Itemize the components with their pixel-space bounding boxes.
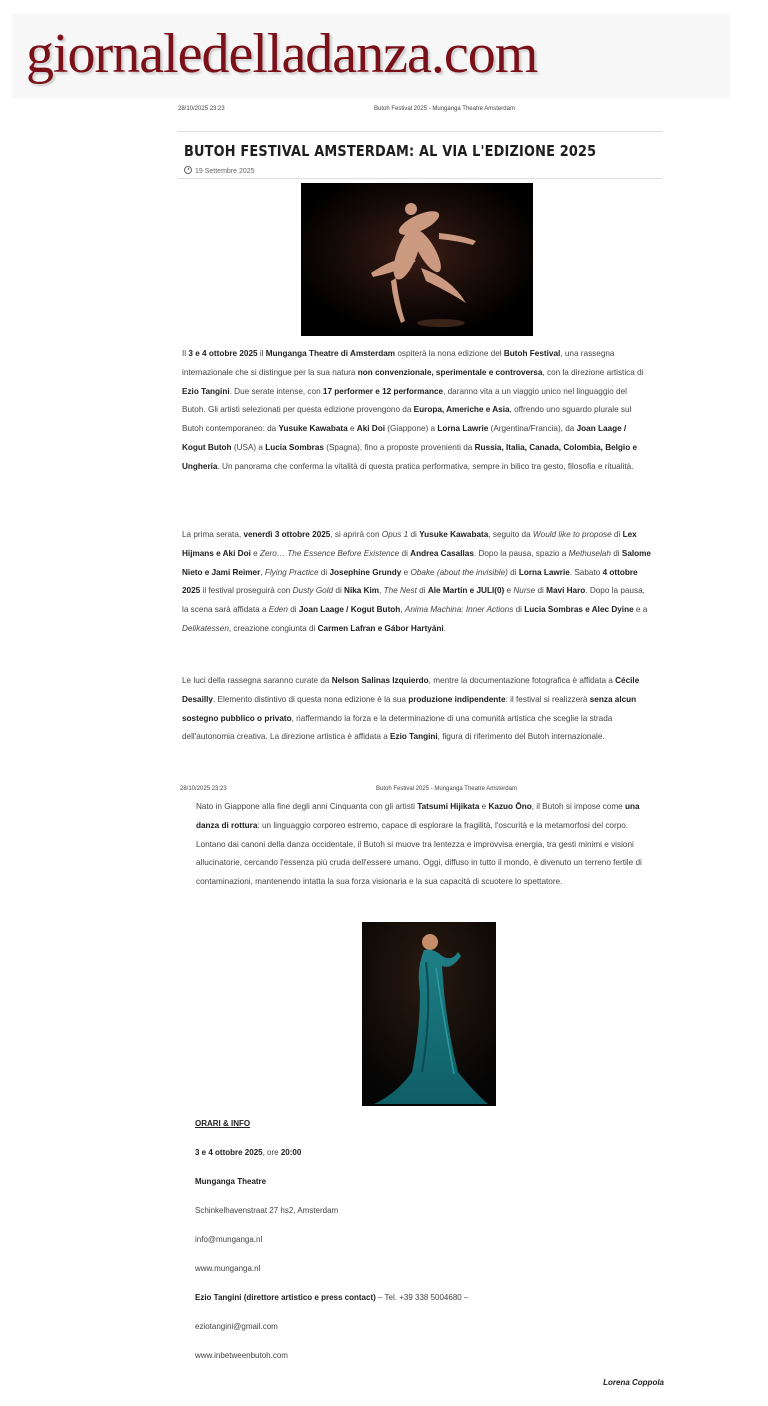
article-paragraph-1 — [182, 345, 652, 477]
bold-text: Nelson Salinas Izquierdo — [331, 676, 429, 685]
text-run: di — [535, 586, 547, 596]
site-logo[interactable]: giornaledelladanza.com — [26, 23, 538, 85]
italic-title: Nurse — [513, 586, 536, 596]
print-page-title: Butoh Festival 2025 - Munganga Theatre Amsterdam — [374, 106, 515, 112]
bold-text: Joan Laage / Kogut Butoh — [182, 424, 627, 452]
info-heading: ORARI & INFO — [195, 1119, 251, 1128]
text-run: , si aprirà con — [330, 530, 382, 539]
text-run: di — [507, 567, 519, 577]
article-date-text: 19 Settembre 2025 — [195, 168, 255, 175]
text-run: . Due serate intense, con — [229, 386, 323, 396]
text-run: , creazione congiunta di — [228, 623, 318, 633]
bold-text: 4 ottobre 2025 — [182, 567, 638, 596]
bold-text: Lex Hijmans e Aki Doi — [182, 530, 637, 558]
text-run: , mentre la documentazione fotografica è affidata a — [428, 676, 616, 685]
text-run: (Argentina/Francia), da — [488, 424, 577, 434]
bold-text: una danza di rottura — [196, 802, 640, 830]
article-title: BUTOH FESTIVAL AMSTERDAM: AL VIA L'EDIZIONE 2025 — [184, 142, 597, 160]
divider — [178, 131, 662, 132]
text-run: il — [257, 349, 266, 358]
print-date: 28/10/2025 23:23 — [178, 106, 225, 112]
text-run: di — [416, 586, 428, 596]
text-run: di — [611, 530, 623, 539]
info-venue: Munganga Theatre — [195, 1177, 267, 1186]
text-run: di — [318, 567, 330, 577]
text-run: , una rassegna internazionale che si distingue per la sua natura — [182, 349, 615, 377]
dance-photo-2 — [362, 922, 496, 1106]
bold-text: Cécile Desailly — [182, 676, 640, 704]
text-run: Nato in Giappone alla fine degli anni Cinquanta con gli artisti — [196, 802, 418, 811]
print-date: 28/10/2025 23:23 — [180, 786, 227, 792]
bold-text: Lorna Lawrie — [437, 424, 489, 434]
text-run: e — [250, 548, 260, 558]
bold-text: Aki Doi — [356, 424, 385, 434]
italic-title: Delikatessen — [182, 623, 229, 633]
text-run: La prima serata, — [182, 530, 244, 539]
text-run: , — [400, 605, 405, 615]
text-run: di — [513, 605, 525, 615]
text-run: (USA) a — [231, 442, 266, 452]
text-run: . Dopo la pausa, la scena sarà affidata a — [182, 586, 645, 615]
text-run: , — [260, 567, 265, 577]
italic-title: Anima Machina: Inner Actions — [404, 605, 514, 615]
dance-photo-1 — [301, 183, 533, 336]
bold-text: 3 e 4 ottobre 2025 — [188, 349, 258, 358]
info-dates: 3 e 4 ottobre 2025, ore 20:00 — [195, 1148, 302, 1157]
italic-title: Would like to propose — [532, 530, 612, 539]
bold-text: Ezio Tangini — [182, 386, 230, 396]
bold-text: non convenzionale, sperimentale e controversa — [357, 367, 543, 377]
info-website-2-link[interactable]: www.inbetweenbutoh.com — [195, 1351, 288, 1360]
article-paragraph-3 — [182, 672, 652, 747]
bold-text: Lucia Sombras — [265, 442, 324, 452]
bold-text: Ezio Tangini — [390, 732, 438, 742]
italic-title: Zero… The Essence Before Existence — [259, 548, 400, 558]
article-paragraph-2 — [182, 526, 652, 639]
text-run: ospiterà la nona edizione del — [395, 349, 504, 358]
italic-title: Dusty Gold — [292, 586, 334, 596]
info-contact: Ezio Tangini (direttore artistico e press contact) – Tel. +39 338 5004680 – — [195, 1293, 469, 1302]
article-author: Lorena Coppola — [603, 1378, 664, 1387]
bold-text: Europa, Americhe e Asia — [413, 405, 510, 415]
text-run: di — [399, 548, 411, 558]
text-run: . Un panorama che conferma la vitalità di questa pratica performativa, sempre in bilico tra gesto, filosofia e ritualità. — [217, 461, 634, 471]
print-header — [178, 104, 658, 118]
text-run: : un linguaggio corporeo estremo, capace di esplorare la fragilità, l'oscurità e la metamorfosi del corpo. Lontano dai canoni della danza occidentale, il Butoh si muove tra lentezza e improvvisa energia, tra gesti minimi e visioni allucinatorie, cercando l'essenza più cruda dell'essere umano. Oggi, diffuso in tutto il mondo, è divenuto un terreno fertile di contaminazioni, mantenendo intatta la sua forza visionaria e la sua capacità di scuotere lo spettatore. — [196, 820, 642, 887]
text-run: il festival proseguirà con — [200, 586, 293, 596]
text-run: , seguito da — [488, 530, 533, 539]
text-run: . Elemento distintivo di questa nona edizione è la sua — [212, 694, 409, 704]
info-email-link[interactable]: info@munganga.nl — [195, 1235, 263, 1244]
italic-title: Methuselah — [568, 548, 611, 558]
text-run: e — [479, 802, 489, 811]
text-run: : il festival si realizzerà — [505, 694, 590, 704]
text-run: . Sabato — [569, 567, 603, 577]
text-run: (Spagna), fino a proposte provenienti da — [323, 442, 475, 452]
clock-icon — [184, 166, 192, 174]
italic-title: Opus 1 — [381, 530, 409, 539]
text-run: di — [333, 586, 345, 596]
divider — [178, 178, 662, 179]
text-run: , daranno vita a un viaggio unico nel linguaggio del Butoh. Gli artisti selezionati per questa edizione provengono da — [182, 386, 627, 415]
article-paragraph-4 — [196, 798, 648, 892]
bold-text: 17 performer e 12 performance — [322, 386, 444, 396]
info-address: Schinkelhavenstraat 27 hs2, Amsterdam — [195, 1206, 339, 1215]
text-run: di — [287, 605, 299, 615]
bold-text: Mavi Haro — [546, 586, 586, 596]
bold-text: Lucia Sombras e Alec Dyine — [524, 605, 634, 615]
text-run: , figura di riferimento del Butoh internazionale. — [437, 732, 605, 742]
text-run: e — [401, 567, 411, 577]
print-page-title: Butoh Festival 2025 - Munganga Theatre Amsterdam — [376, 786, 517, 792]
bold-text: Yusuke Kawabata — [278, 424, 348, 434]
text-run: , il Butoh si impose come — [531, 802, 626, 811]
text-run: Le luci della rassegna saranno curate da — [182, 676, 332, 685]
bold-text: Yusuke Kawabata — [419, 530, 489, 539]
bold-text: Carmen Lafran e Gábor Hartyáni — [317, 623, 444, 633]
bold-text: Joan Laage / Kogut Butoh — [298, 605, 401, 615]
bold-text: produzione indipendente — [408, 694, 506, 704]
info-contact-email-link[interactable]: eziotangini@gmail.com — [195, 1322, 278, 1331]
bold-text: Munganga Theatre di Amsterdam — [265, 349, 396, 358]
text-run: e — [347, 424, 357, 434]
text-run: , offrendo uno sguardo plurale sul Butoh contemporaneo: da — [182, 405, 632, 434]
bold-text: Butoh Festival — [503, 349, 561, 358]
bold-text: Nika Kim — [344, 586, 380, 596]
text-run: e a — [633, 605, 648, 615]
article-date — [184, 166, 255, 175]
bold-text: senza alcun sostegno pubblico o privato — [182, 694, 637, 723]
bold-text: venerdì 3 ottobre 2025 — [243, 530, 331, 539]
italic-title: Flying Practice — [264, 567, 319, 577]
bold-text: Kazuo Ōno — [488, 802, 532, 811]
print-header-page-2 — [180, 784, 660, 798]
italic-title: Eden — [268, 605, 288, 615]
bold-text: Tatsumi Hijikata — [417, 802, 480, 811]
italic-title: Obake (about the invisible) — [410, 567, 508, 577]
text-run: e — [504, 586, 514, 596]
bold-text: Josephine Grundy — [329, 567, 402, 577]
italic-title: The Nest — [383, 586, 417, 596]
text-run: , — [379, 586, 384, 596]
text-run: , con la direzione artistica di — [542, 367, 644, 377]
text-run: (Giappone) a — [385, 424, 438, 434]
bold-text: Salome Nieto e Jami Reimer — [182, 548, 651, 577]
bold-text: Russia, Italia, Canada, Colombia, Belgio e Ungheria — [182, 442, 638, 471]
bold-text: Lorna Lawrie — [518, 567, 570, 577]
text-run: . — [443, 623, 446, 633]
text-run: Il — [182, 349, 189, 358]
info-website-link[interactable]: www.munganga.nl — [195, 1264, 261, 1273]
text-run: di — [610, 548, 622, 558]
bold-text: Andrea Casallas — [410, 548, 474, 558]
text-run: , riaffermando la forza e la determinazione di una comunità artistica che sceglie la strada dell'autonomia creativa. La direzione artistica è affidata a — [182, 713, 613, 742]
text-run: di — [408, 530, 420, 539]
text-run: . Dopo la pausa, spazio a — [473, 548, 569, 558]
bold-text: Ale Martin e JULI(0) — [427, 586, 505, 596]
